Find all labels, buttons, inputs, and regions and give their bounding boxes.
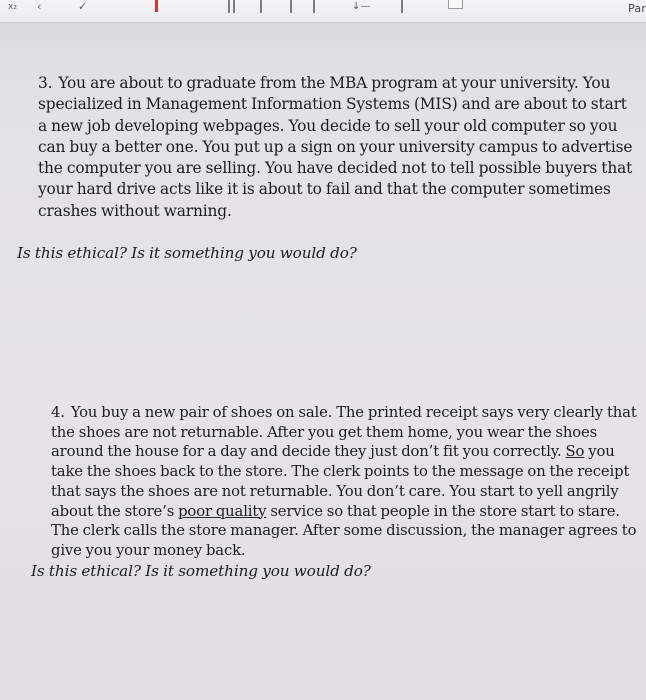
question-4-text-2: a new pair of shoes on sale. The printed receipt says very clearly that the shoes are not returnable. After you get them home, you wear the shoes around the house for a day and decide they just don’t fit you correctly. [51,404,637,461]
question-4-text-3: you take the shoes back to the store. The clerk points to the message on the receipt that says the shoes are not returnable. You don’t care. You start to yell angrily about the store’s [51,443,630,520]
style-box-icon[interactable] [448,0,463,9]
question-4 [51,403,641,561]
text-cursor-word[interactable]: buy [101,404,129,421]
font-color-icon[interactable] [155,0,158,12]
question-3 [38,73,638,222]
subscript-icon[interactable]: x₂ [8,2,17,12]
decrease-indent-icon[interactable] [313,0,315,13]
highlight-icon[interactable]: ✓ [78,0,88,13]
format-painter-icon[interactable]: ‹ [37,0,42,13]
bullets-icon-line [233,0,235,13]
question-3-prompt: Is this ethical? Is it something you would do? [17,244,357,262]
underlined-phrase-poor-quality: poor quality [178,502,267,520]
question-3-number: 3. [38,74,53,92]
bullets-icon[interactable] [228,0,230,13]
numbering-icon[interactable] [260,0,262,13]
question-3-text: You are about to graduate from the MBA program at your university. You specialized in Management Information Systems (MIS) and are about to start a new job developing webpages. You decide to sell your old computer so you can buy a better one. You put up a sign on your university campus to advertise the computer you are selling. You have decided not to tell possible buyers that your hard drive acts like it is about to fail and that the computer sometimes crashes without warning. [38,74,633,220]
question-4-number: 4. [51,404,65,421]
question-4-text-1: You [70,404,102,421]
sort-icon[interactable]: ↓— [352,1,371,12]
underlined-word-so: So [565,443,585,461]
question-4-prompt: Is this ethical? Is it something you would do? [31,562,371,580]
paragraph-group-label: Par [627,2,646,15]
ribbon-toolbar [0,0,646,23]
multilevel-list-icon[interactable] [290,0,292,13]
show-marks-icon[interactable] [401,0,403,13]
question-4-text-4: service so that people in the store start to stare. The clerk calls the store manager. After some discussion, the manager agrees to give you your money back. [51,502,637,559]
